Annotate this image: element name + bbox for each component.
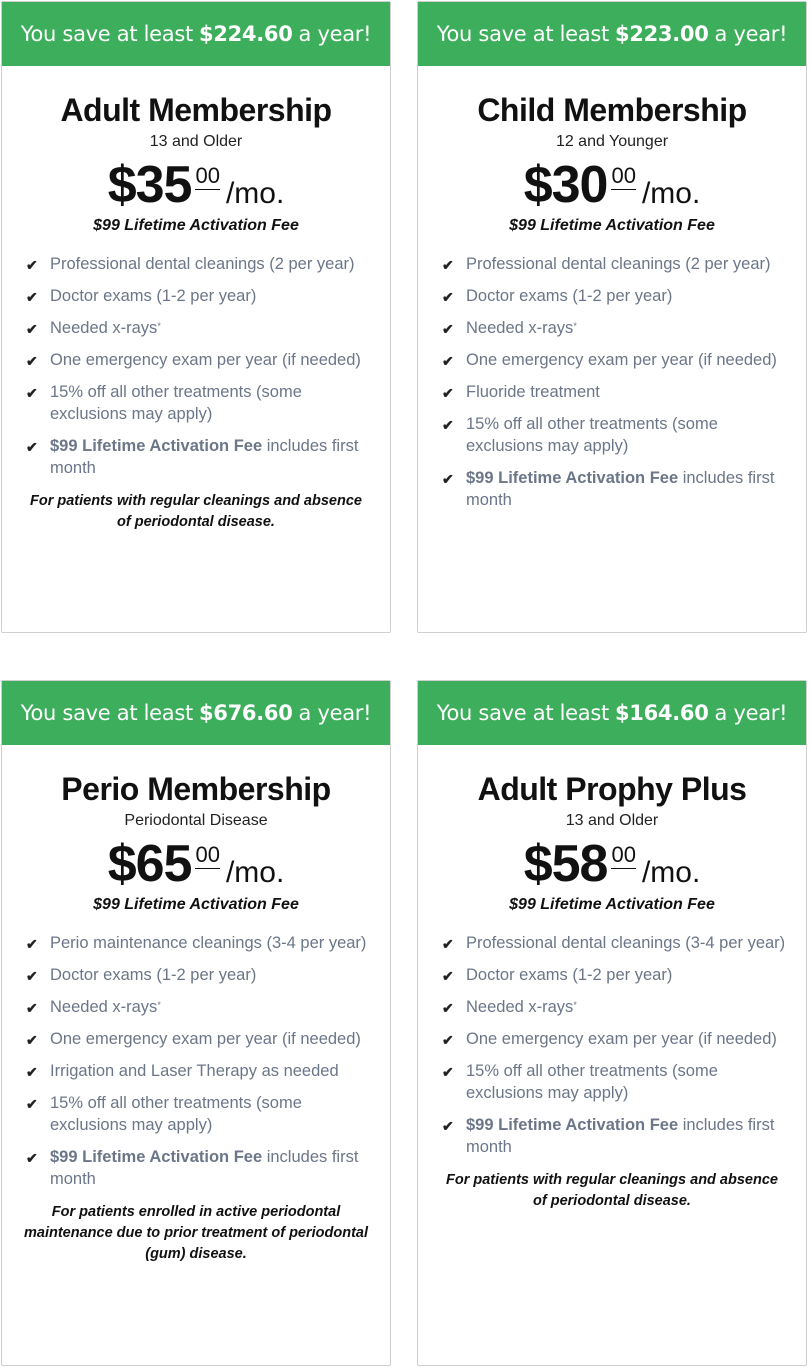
feature-item: ✔ One emergency exam per year (if needed): [26, 1028, 370, 1050]
checkmark-icon: ✔: [26, 257, 38, 273]
checkmark-icon: ✔: [442, 353, 454, 369]
checkmark-icon: ✔: [26, 968, 38, 984]
savings-banner: You save at least $224.60 a year!: [2, 2, 390, 66]
feature-item: ✔ $99 Lifetime Activation Fee includes first month: [442, 1116, 775, 1156]
plan-subtitle: 13 and Older: [149, 133, 243, 150]
footnote-mark: *: [573, 1000, 577, 1010]
price-dollars: $65: [107, 835, 192, 893]
price-dollars: $58: [523, 835, 608, 893]
feature-item: ✔ Doctor exams (1-2 per year): [26, 964, 370, 986]
feature-item: ✔ Professional dental cleanings (2 per year): [442, 253, 786, 275]
feature-list: [2, 253, 390, 479]
plan-subtitle: 12 and Younger: [555, 133, 669, 150]
feature-item: ✔ One emergency exam per year (if needed): [442, 1028, 786, 1050]
checkmark-icon: ✔: [442, 321, 454, 337]
feature-item: ✔ Needed x-rays*: [26, 996, 370, 1018]
activation-fee-label: $99 Lifetime Activation Fee: [466, 1116, 679, 1134]
savings-amount: $676.60: [198, 701, 293, 725]
plan-price: [418, 155, 806, 215]
activation-fee: $99 Lifetime Activation Fee: [93, 217, 299, 234]
plan-subtitle: 13 and Older: [565, 812, 659, 829]
price-period: /mo.: [225, 177, 285, 210]
checkmark-icon: ✔: [26, 353, 38, 369]
plan-card-child: [417, 1, 807, 633]
plan-price: [2, 834, 390, 894]
savings-amount: $224.60: [198, 22, 293, 46]
savings-banner: You save at least $676.60 a year!: [2, 681, 390, 745]
savings-banner: You save at least $223.00 a year!: [418, 2, 806, 66]
plan-title: Perio Membership: [61, 771, 331, 807]
checkmark-icon: ✔: [442, 1000, 454, 1016]
checkmark-icon: ✔: [442, 1118, 454, 1134]
plan-title: Adult Membership: [60, 92, 332, 128]
checkmark-icon: ✔: [26, 1032, 38, 1048]
checkmark-icon: ✔: [442, 471, 454, 487]
activation-fee: $99 Lifetime Activation Fee: [509, 896, 715, 913]
activation-fee: $99 Lifetime Activation Fee: [93, 896, 299, 913]
price-cents: 00: [611, 842, 636, 867]
price-dollars: $35: [107, 156, 192, 214]
plan-subtitle: Periodontal Disease: [124, 812, 268, 829]
plan-title: Child Membership: [477, 92, 747, 128]
plan-title: Adult Prophy Plus: [477, 771, 747, 807]
feature-item: ✔ Doctor exams (1-2 per year): [26, 285, 370, 307]
checkmark-icon: ✔: [26, 1096, 38, 1112]
price-cents: 00: [611, 163, 636, 188]
footnote-mark: *: [157, 321, 161, 331]
feature-item: ✔ Fluoride treatment: [442, 381, 786, 403]
feature-item: ✔ One emergency exam per year (if needed): [26, 349, 370, 371]
feature-item: ✔ $99 Lifetime Activation Fee includes first month: [442, 469, 775, 509]
feature-item: ✔ One emergency exam per year (if needed): [442, 349, 786, 371]
plan-price: [418, 834, 806, 894]
feature-item: ✔ $99 Lifetime Activation Fee includes first month: [26, 437, 359, 477]
feature-item: ✔ 15% off all other treatments (some exclusions may apply): [26, 383, 302, 423]
checkmark-icon: ✔: [442, 385, 454, 401]
checkmark-icon: ✔: [26, 1150, 38, 1166]
activation-fee-label: $99 Lifetime Activation Fee: [50, 437, 263, 455]
feature-item: ✔ Professional dental cleanings (2 per year): [26, 253, 370, 275]
feature-item: ✔ Doctor exams (1-2 per year): [442, 964, 786, 986]
checkmark-icon: ✔: [26, 321, 38, 337]
checkmark-icon: ✔: [442, 289, 454, 305]
price-period: /mo.: [641, 856, 701, 889]
footnote-mark: *: [157, 1000, 161, 1010]
plan-note: For patients enrolled in active periodontal maintenance due to prior treatment of periodontal (gum) disease.: [24, 1204, 369, 1262]
checkmark-icon: ✔: [26, 289, 38, 305]
savings-amount: $164.60: [614, 701, 709, 725]
feature-item: ✔ Doctor exams (1-2 per year): [442, 285, 786, 307]
checkmark-icon: ✔: [442, 968, 454, 984]
plan-note: For patients with regular cleanings and absence of periodontal disease.: [446, 1172, 778, 1209]
feature-item: ✔ Perio maintenance cleanings (3-4 per year): [26, 932, 370, 954]
price-period: /mo.: [225, 856, 285, 889]
footnote-mark: *: [573, 321, 577, 331]
price-cents: 00: [195, 163, 220, 188]
feature-list: [418, 932, 806, 1158]
price-cents: 00: [195, 842, 220, 867]
checkmark-icon: ✔: [26, 936, 38, 952]
price-period: /mo.: [641, 177, 701, 210]
feature-item: ✔ Irrigation and Laser Therapy as needed: [26, 1060, 370, 1082]
feature-item: ✔ $99 Lifetime Activation Fee includes first month: [26, 1148, 359, 1188]
feature-item: ✔ Needed x-rays*: [442, 317, 786, 339]
checkmark-icon: ✔: [442, 257, 454, 273]
plan-note: For patients with regular cleanings and absence of periodontal disease.: [30, 493, 362, 530]
checkmark-icon: ✔: [442, 1064, 454, 1080]
price-dollars: $30: [523, 156, 608, 214]
plan-price: [2, 155, 390, 215]
checkmark-icon: ✔: [26, 385, 38, 401]
plan-card-adult: [1, 1, 391, 633]
checkmark-icon: ✔: [442, 1032, 454, 1048]
feature-list: [418, 253, 806, 511]
activation-fee: $99 Lifetime Activation Fee: [509, 217, 715, 234]
checkmark-icon: ✔: [26, 1000, 38, 1016]
checkmark-icon: ✔: [26, 439, 38, 455]
feature-list: [2, 932, 390, 1190]
plan-card-perio: [1, 680, 391, 1366]
feature-item: ✔ Needed x-rays*: [442, 996, 786, 1018]
feature-item: ✔ Needed x-rays*: [26, 317, 370, 339]
feature-item: ✔ Professional dental cleanings (3-4 per year): [442, 932, 786, 954]
plan-card-adult-prophy-plus: [417, 680, 807, 1366]
savings-banner: You save at least $164.60 a year!: [418, 681, 806, 745]
feature-item: ✔ 15% off all other treatments (some exclusions may apply): [26, 1094, 302, 1134]
savings-amount: $223.00: [614, 22, 709, 46]
feature-item: ✔ 15% off all other treatments (some exclusions may apply): [442, 1062, 718, 1102]
activation-fee-label: $99 Lifetime Activation Fee: [50, 1148, 263, 1166]
checkmark-icon: ✔: [442, 417, 454, 433]
feature-item: ✔ 15% off all other treatments (some exclusions may apply): [442, 415, 718, 455]
activation-fee-label: $99 Lifetime Activation Fee: [466, 469, 679, 487]
checkmark-icon: ✔: [442, 936, 454, 952]
checkmark-icon: ✔: [26, 1064, 38, 1080]
